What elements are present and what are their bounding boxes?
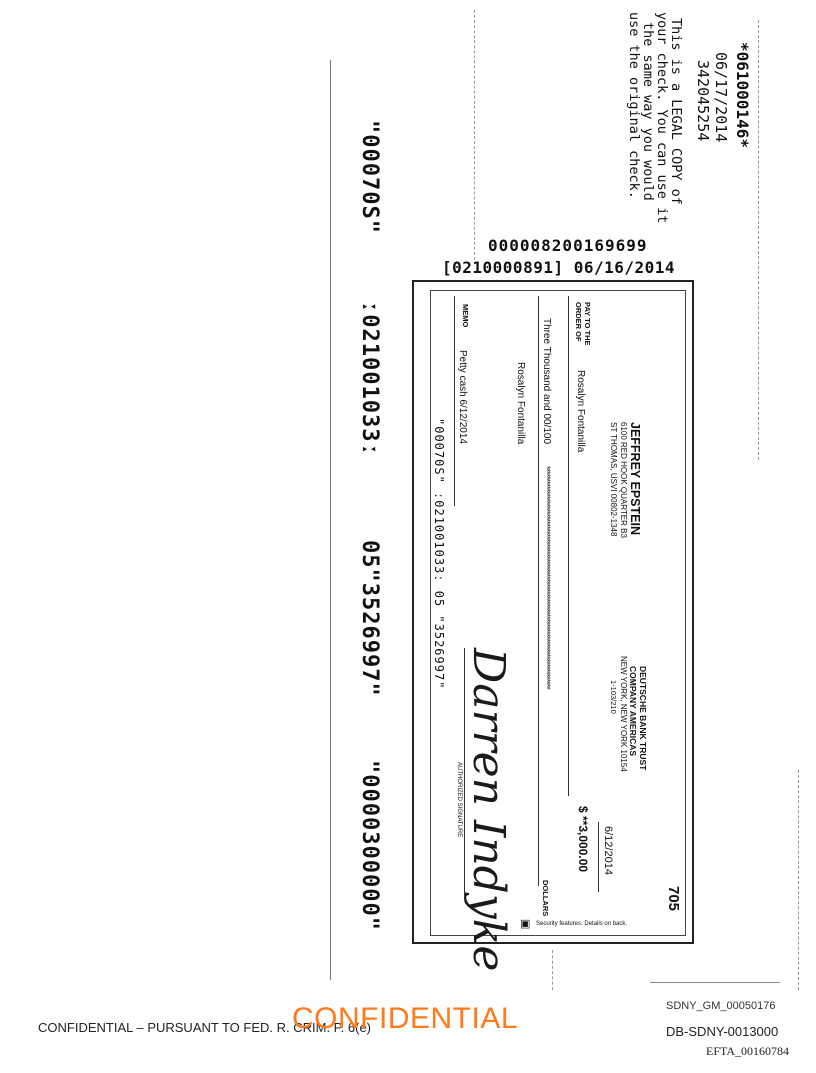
bank-city: NEW YORK, NEW YORK 10154 [619,656,628,772]
micr-check-number: "00070S" [357,120,382,234]
bank-name-2: COMPANY AMERICAS [628,666,638,757]
micr-routing: ː021001033ː [357,300,382,457]
authorized-signature-label: AUTHORIZED SIGNATURE [456,762,462,838]
bates-sdny-gm: SDNY_GM_00050176 [666,1000,776,1012]
payee-name: Rosalyn Fontanilla [575,370,586,453]
memo-label: MEMO [461,304,470,328]
check-micr-line: "00070S" ː021001033ː 05 "3526997" [432,418,446,690]
security-note: Security features. Details on back. [536,921,628,927]
image-seq-number: *061000146* [733,42,752,148]
legal-copy-line-1: This is a LEGAL COPY of [668,18,684,205]
micr-account: 05"3526997" [357,540,382,697]
signature: Darren Indyke [463,648,514,972]
bates-db: DB-SDNY-0013000 [666,1024,779,1039]
amount-fill-stars: ***************************************************************************************** [542,466,552,689]
trace-number: 000008200169699 [488,236,648,255]
image-item-number: 342045254 [694,60,712,142]
payer-address-2: ST THOMAS, USVI 00802-1348 [609,422,618,537]
pay-to-label-2: ORDER OF [574,302,583,342]
signature-line [464,648,465,898]
amount-words: Three Thousand and 00/100 [541,318,552,445]
scan-border-left [330,60,331,980]
date-line [598,822,599,892]
scan-border-far-right [798,770,799,990]
legal-copy-line-3: the same way you would [640,22,656,201]
scan-border-right [758,20,759,460]
micr-amount: "0000300000" [357,760,382,931]
payer-address-1: 6100 RED HOOK QUARTER B3 [619,422,628,538]
bates-efta: EFTA_00160784 [706,1044,790,1058]
amount-words-line [538,296,539,886]
bank-name: DEUTSCHE BANK TRUST [638,666,648,771]
payer-name: JEFFREY EPSTEIN [628,422,642,535]
confidential-stamp: CONFIDENTIAL [292,1002,519,1035]
payee-line [568,296,569,796]
legal-copy-line-2: your check. You can use it [654,12,670,224]
scan-border-mid [474,10,475,260]
legal-copy-line-4: use the original check. [626,12,642,199]
check-date: 6/12/2014 [602,826,614,875]
amount-numeric: $ **3,000.00 [576,806,590,873]
scan-border-mid-lower [552,950,553,990]
payee-address-block: Rosalyn Fontanilla [515,362,526,445]
check-number: 705 [665,886,682,912]
memo-text: Petty cash 6/12/2014 [457,350,468,444]
confidential-legend: CONFIDENTIAL – PURSUANT TO FED. R. CRIM. P. 6(e) [38,1020,372,1035]
pay-to-label: PAY TO THE [583,302,592,346]
bank-fraction: 1-103/210 [609,680,618,714]
dollars-label: DOLLARS [541,880,550,917]
scan-bottom-line [650,982,780,983]
image-date: 06/17/2014 [712,52,730,143]
routing-date-line: [0210000891] 06/16/2014 [442,258,676,277]
padlock-icon: ▣ [520,918,531,930]
memo-line [454,296,455,506]
